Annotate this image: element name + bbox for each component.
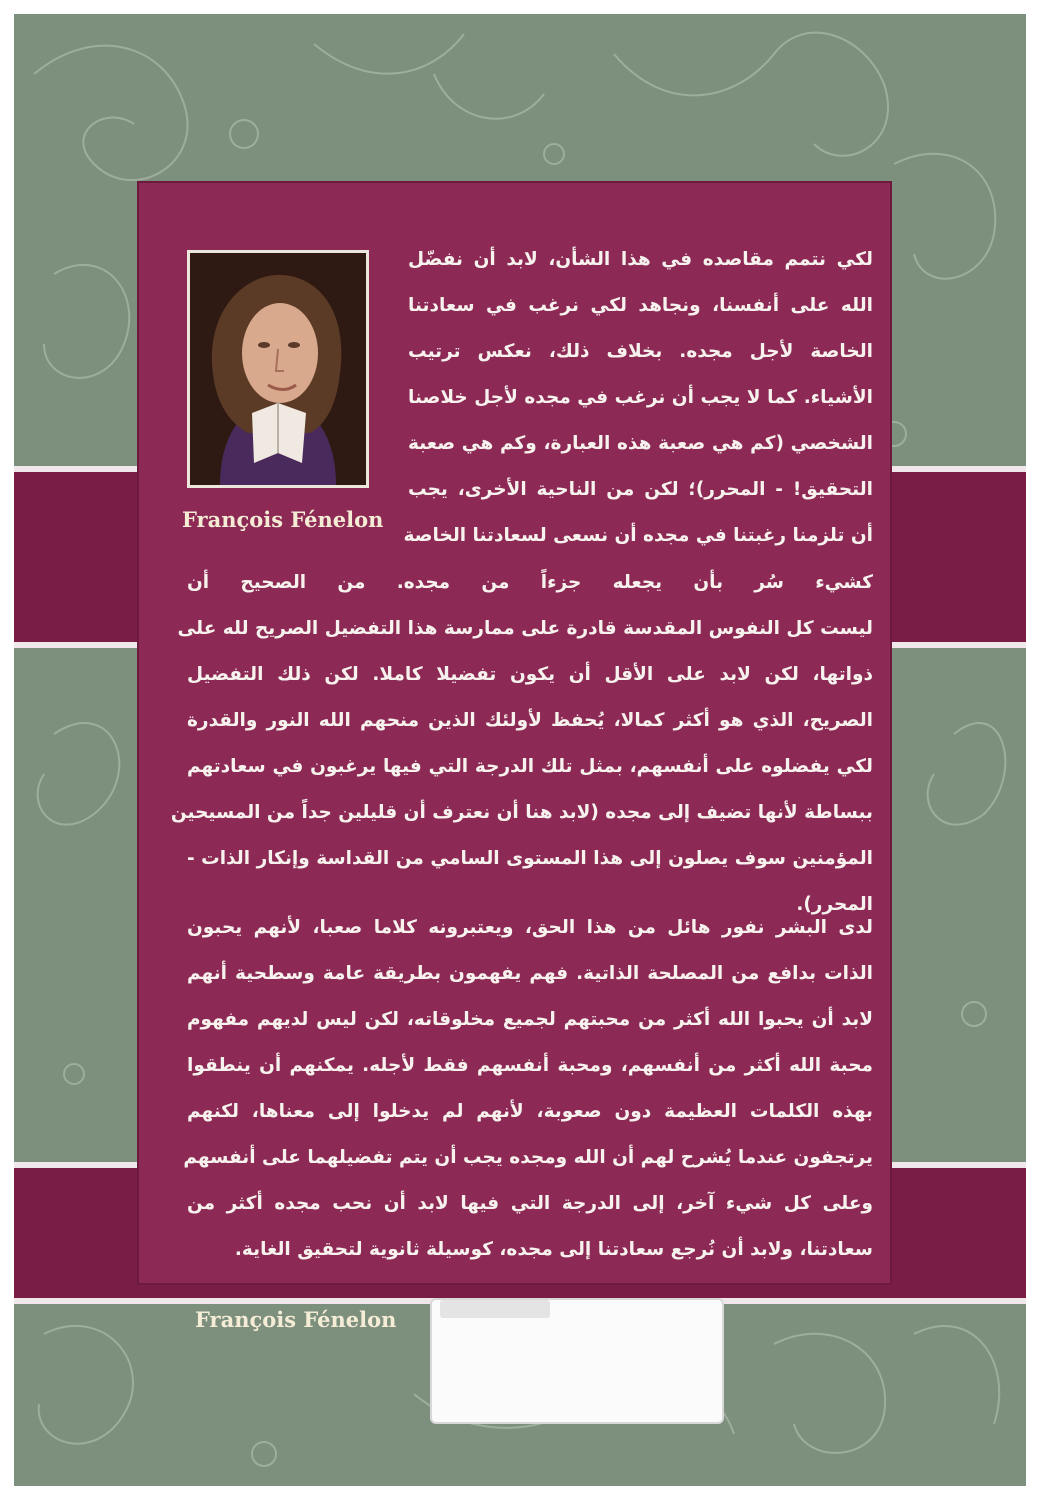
text-line: أن تلزمنا رغبتنا في مجده أن نسعى لسعادتنا الخاصة xyxy=(403,525,873,546)
text-line: الأشياء. كما لا يجب أن نرغب في مجده لأجل خلاصنا xyxy=(408,387,873,408)
text-line: المحرر). xyxy=(796,894,873,915)
text-line: بهذه الكلمات العظيمة دون صعوبة، لأنهم لم يدخلوا إلى معناها، لكنهم xyxy=(187,1101,873,1122)
text-line: الخاصة لأجل مجده. بخلاف ذلك، نعكس ترتيب xyxy=(408,341,873,362)
text-line: ذواتها، لكن لابد على الأقل أن يكون تفضيلا كاملا. لكن ذلك التفضيل xyxy=(187,664,873,685)
author-portrait xyxy=(187,250,369,488)
text-line: الذات بدافع من المصلحة الذاتية. فهم يفهمون بطريقة عامة وسطحية أنهم xyxy=(187,963,873,984)
paragraph-1 xyxy=(403,237,873,559)
text-line: كشيء سُر بأن يجعله جزءاً من مجده. من الصحيح أن xyxy=(187,572,873,593)
text-line: الشخصي (كم هي صعبة هذه العبارة، وكم هي صعبة xyxy=(408,433,873,454)
text-line: التحقيق! - المحرر)؛ لكن من الناحية الأخرى، يجب xyxy=(408,479,873,500)
portrait-image xyxy=(190,253,366,485)
text-line: لابد أن يحبوا الله أكثر من محبتهم لجميع مخلوقاته، لكن ليس لديهم مفهوم xyxy=(187,1009,873,1030)
text-line: محبة الله أكثر من أنفسهم، ومحبة أنفسهم فقط لأجله. يمكنهم أن ينطقوا xyxy=(187,1055,873,1076)
sticker-tab xyxy=(440,1300,550,1318)
text-line: لكي نتمم مقاصده في هذا الشأن، لابد أن نفضّل xyxy=(408,249,873,270)
text-line: لكي يفضلوه على أنفسهم، بمثل تلك الدرجة التي فيها يرغبون في سعادتهم xyxy=(187,756,873,777)
text-line: لدى البشر نفور هائل من هذا الحق، ويعتبرونه كلاما صعبا، لأنهم يحبون xyxy=(187,917,873,938)
text-line: المؤمنين سوف يصلون إلى هذا المستوى السامي من القداسة وإنكار الذات - xyxy=(187,848,873,869)
text-line: سعادتنا، ولابد أن نُرجع سعادتنا إلى مجده، كوسيلة ثانوية لتحقيق الغاية. xyxy=(234,1239,873,1260)
footer-author: François Fénelon xyxy=(195,1307,397,1332)
portrait-caption: François Fénelon xyxy=(182,507,384,532)
text-line: ليست كل النفوس المقدسة قادرة على ممارسة هذا التفضيل الصريح لله على xyxy=(177,618,873,639)
paragraph-2 xyxy=(183,905,873,1273)
text-line: ببساطة لأنها تضيف إلى مجده (لابد هنا أن نعترف أن قليلين جداً من المسيحين xyxy=(170,802,873,823)
text-line: الله على أنفسنا، ونجاهد لكي نرغب في سعادتنا xyxy=(408,295,873,316)
paragraph-1-continued xyxy=(170,560,873,928)
text-line: يرتجفون عندما يُشرح لهم أن الله ومجده يجب أن يتم تفضيلهما على أنفسهم xyxy=(183,1147,873,1168)
text-line: الصريح، الذي هو أكثر كمالا، يُحفظ لأولئك الذين منحهم الله النور والقدرة xyxy=(187,710,873,731)
text-line: وعلى كل شيء آخر، إلى الدرجة التي فيها لابد أن نحب مجده أكثر من xyxy=(187,1193,873,1214)
